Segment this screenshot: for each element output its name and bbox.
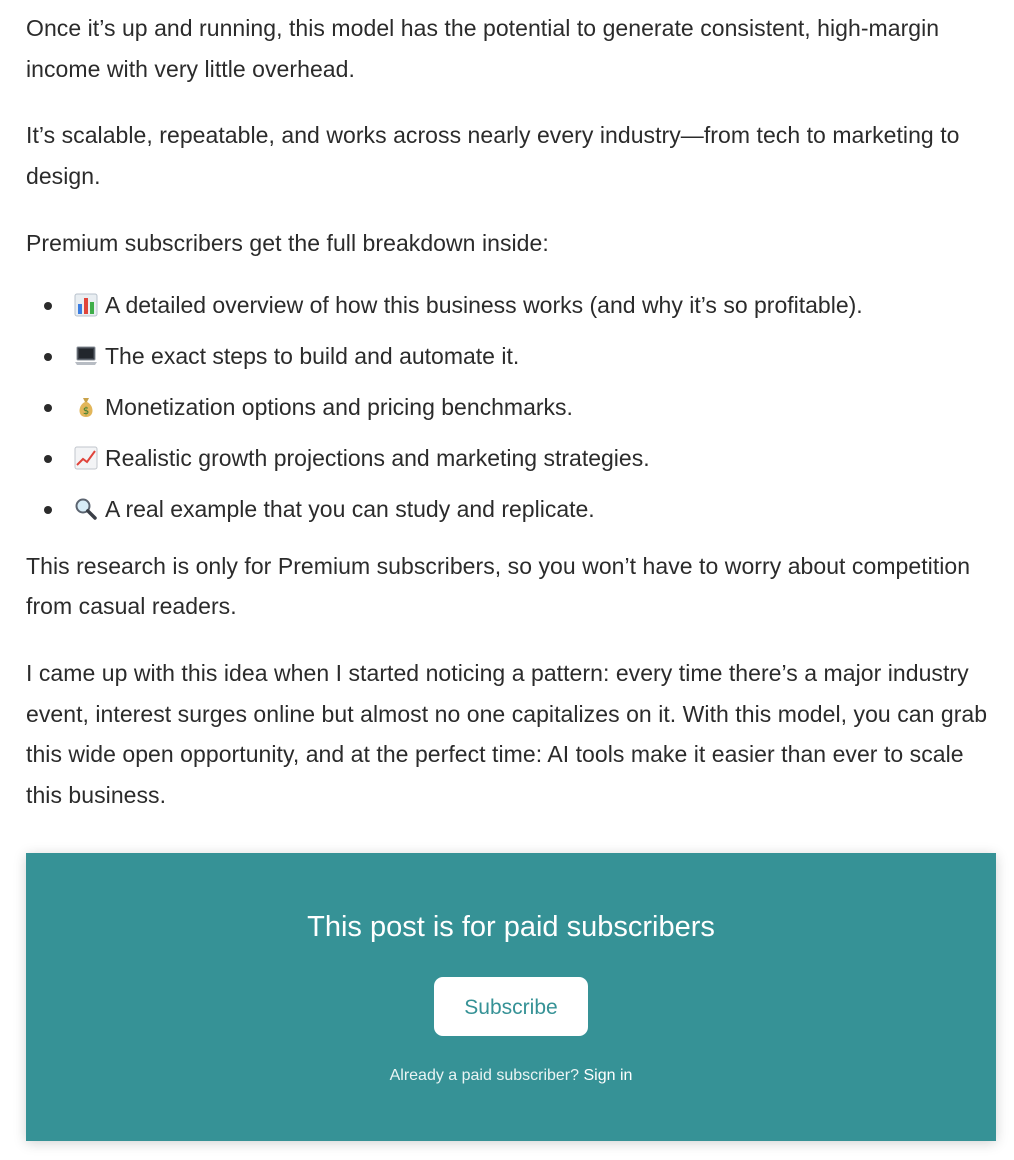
- bullet-dot: [44, 302, 52, 310]
- paragraph: It’s scalable, repeatable, and works across nearly every industry—from tech to marketing to design.: [26, 122, 960, 190]
- list-item-text: Realistic growth projections and marketing strategies.: [105, 444, 650, 471]
- subscribe-button[interactable]: Subscribe: [434, 977, 588, 1036]
- list-item: [26, 341, 996, 371]
- laptop-icon: [74, 344, 98, 368]
- paragraph: I came up with this idea when I started noticing a pattern: every time there’s a major industry event, interest surges online but almost no one capitalizes on it. With this model, you can grab this wide open opportunity, and at the perfect time: AI tools make it easier than ever to scale this business.: [26, 659, 988, 809]
- svg-text:$: $: [82, 405, 90, 417]
- list-item-text: The exact steps to build and automate it.: [105, 342, 520, 369]
- bullet-dot: [44, 506, 52, 514]
- list-item: [26, 290, 996, 320]
- bullet-dot: [44, 404, 52, 412]
- list-item: [26, 494, 996, 524]
- already-subscriber-text: Already a paid subscriber?: [389, 1067, 580, 1084]
- money-bag-icon: [74, 395, 98, 419]
- bullet-dot: [44, 353, 52, 361]
- trending-up-icon: [74, 446, 98, 470]
- paywall-title: This post is for paid subscribers: [307, 911, 715, 943]
- paragraph: This research is only for Premium subscribers, so you won’t have to worry about competition from casual readers.: [26, 552, 971, 620]
- bar-chart-icon: [74, 293, 98, 317]
- sign-in-link[interactable]: Sign in: [583, 1067, 633, 1084]
- list-item: [26, 443, 996, 473]
- list-item-text: A real example that you can study and replicate.: [105, 495, 595, 522]
- magnifier-icon: [74, 497, 98, 521]
- list-item-text: A detailed overview of how this business works (and why it’s so profitable).: [105, 291, 863, 318]
- list-item: [26, 392, 996, 422]
- paywall-box: [26, 853, 996, 1141]
- bullet-dot: [44, 455, 52, 463]
- paragraph: Once it’s up and running, this model has the potential to generate consistent, high-margin income with very little overhead.: [26, 15, 940, 82]
- signin-prompt: [26, 1066, 996, 1086]
- feature-list: [26, 290, 996, 524]
- paragraph: Premium subscribers get the full breakdown inside:: [26, 229, 549, 256]
- list-item-text: Monetization options and pricing benchmarks.: [105, 393, 573, 420]
